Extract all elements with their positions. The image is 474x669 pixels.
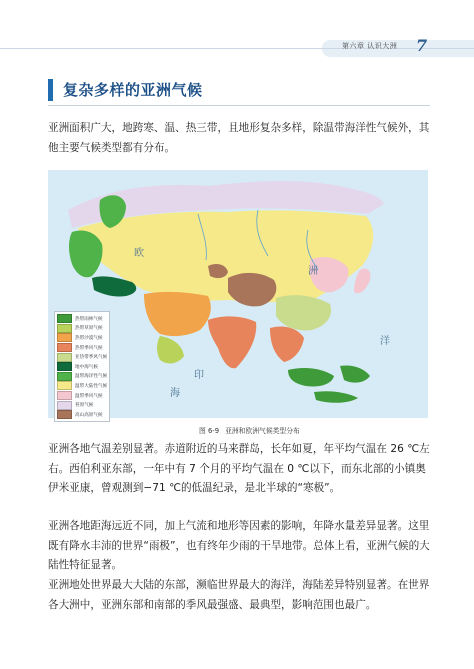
legend-label: 温带海洋性气候 <box>75 374 108 380</box>
label-indian-ocean: 印 <box>194 370 204 381</box>
legend-item <box>57 381 107 391</box>
section-title: 复杂多样的亚洲气候 <box>63 81 203 99</box>
legend-label: 苔原气候 <box>75 403 94 409</box>
legend-label: 地中海气候 <box>75 364 98 370</box>
legend-item <box>57 372 107 382</box>
legend-swatch <box>57 314 72 323</box>
legend-swatch <box>57 362 72 371</box>
section-accent-bar <box>48 79 53 101</box>
legend-swatch <box>57 372 72 381</box>
legend-swatch <box>57 353 72 362</box>
header-rule <box>0 48 474 49</box>
legend-label: 温带大陆性气候 <box>75 383 108 389</box>
label-europe: 欧 <box>134 248 144 259</box>
legend-label: 热带草原气候 <box>75 326 103 332</box>
legend-swatch <box>57 401 72 410</box>
legend-label: 热带雨林气候 <box>75 316 103 322</box>
legend-swatch <box>57 333 72 342</box>
legend-item <box>57 410 107 420</box>
legend-item <box>57 343 107 353</box>
chapter-label: 第六章 认识大洲 <box>342 42 398 50</box>
legend-item <box>57 314 107 324</box>
legend-label: 温带季风气候 <box>75 393 103 399</box>
figure-number: 图 6-9 <box>199 427 220 435</box>
map-legend <box>54 311 110 422</box>
legend-swatch <box>57 343 72 352</box>
label-pacific-ocean: 洋 <box>380 336 390 347</box>
paragraph-intro: 亚洲面积广大，地跨寒、温、热三带，且地形复杂多样，除温带海洋性气候外，其他主要气候类型都有分布。 <box>48 122 430 154</box>
legend-label: 热带季风气候 <box>75 345 103 351</box>
legend-item <box>57 400 107 410</box>
paragraph-temperature: 亚洲各地气温差别显著。赤道附近的马来群岛，长年如夏，年平均气温在 26 ℃左右。西伯利亚东部，一年中有 7 个月的平均气温在 0 ℃以下，而东北部的小镇奥伊米亚康，曾观测到−71 ℃的低温纪录，是北半球的“寒极”。 <box>48 443 430 494</box>
legend-swatch <box>57 410 72 419</box>
legend-item <box>57 324 107 334</box>
legend-label: 高山高原气候 <box>75 412 103 418</box>
paragraph-precipitation: 亚洲各地距海远近不同，加上气流和地形等因素的影响，年降水量差异显著。这里既有降水丰沛的世界“雨极”，也有终年少雨的干旱地带。总体上看，亚洲气候的大陆性特征显著。 <box>48 520 430 571</box>
legend-item <box>57 391 107 401</box>
legend-label: 亚热带季风气候 <box>75 355 108 361</box>
legend-item <box>57 333 107 343</box>
section-rule <box>48 105 430 106</box>
legend-swatch <box>57 391 72 400</box>
label-sea: 海 <box>170 388 180 399</box>
page-number: 7 <box>416 36 428 55</box>
legend-item <box>57 362 107 372</box>
paragraph-monsoon: 亚洲地处世界最大大陆的东部，濒临世界最大的海洋，海陆差异特别显著。在世界各大洲中，亚洲东部和南部的季风最强盛、最典型，影响范围也最广。 <box>48 579 430 611</box>
legend-swatch <box>57 381 72 390</box>
legend-swatch <box>57 324 72 333</box>
legend-label: 热带沙漠气候 <box>75 335 103 341</box>
label-zhou: 洲 <box>308 266 318 277</box>
legend-item <box>57 352 107 362</box>
figure-caption <box>199 425 300 435</box>
figure-caption-text: 亚洲和欧洲气候类型分布 <box>225 427 300 435</box>
